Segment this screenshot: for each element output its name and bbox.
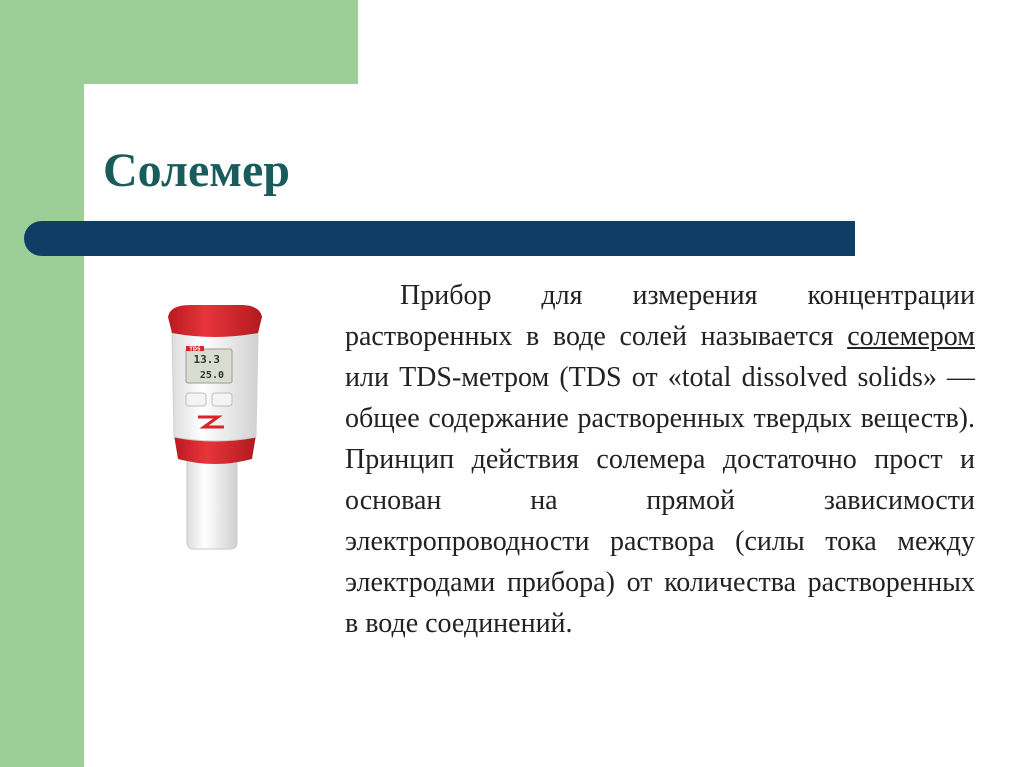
description-paragraph [345, 275, 975, 644]
paragraph-text-end: или TDS-метром (TDS от «total dissolved solids» — общее содержание растворенных твердых веществ). Принцип действия солемера достаточно прост и основан на прямой зависимости электропроводности раствора (силы тока между электродами прибора) от количества растворенных в воде соединений. [345, 362, 975, 639]
device-brand-label: TDS [189, 346, 201, 353]
device-reading-main: 13.3 [193, 353, 220, 366]
device-reading-temp: 25.0 [199, 370, 224, 381]
paragraph-text-start: Прибор для измерения концентрации растворенных в воде солей называется [345, 280, 975, 352]
term-solemer-link[interactable]: солемером [847, 321, 975, 352]
left-green-band [0, 0, 84, 767]
top-green-band [0, 0, 358, 84]
tds-meter-icon [160, 303, 270, 563]
slide-title: Солемер [103, 144, 290, 197]
title-underline-bar [24, 221, 855, 256]
